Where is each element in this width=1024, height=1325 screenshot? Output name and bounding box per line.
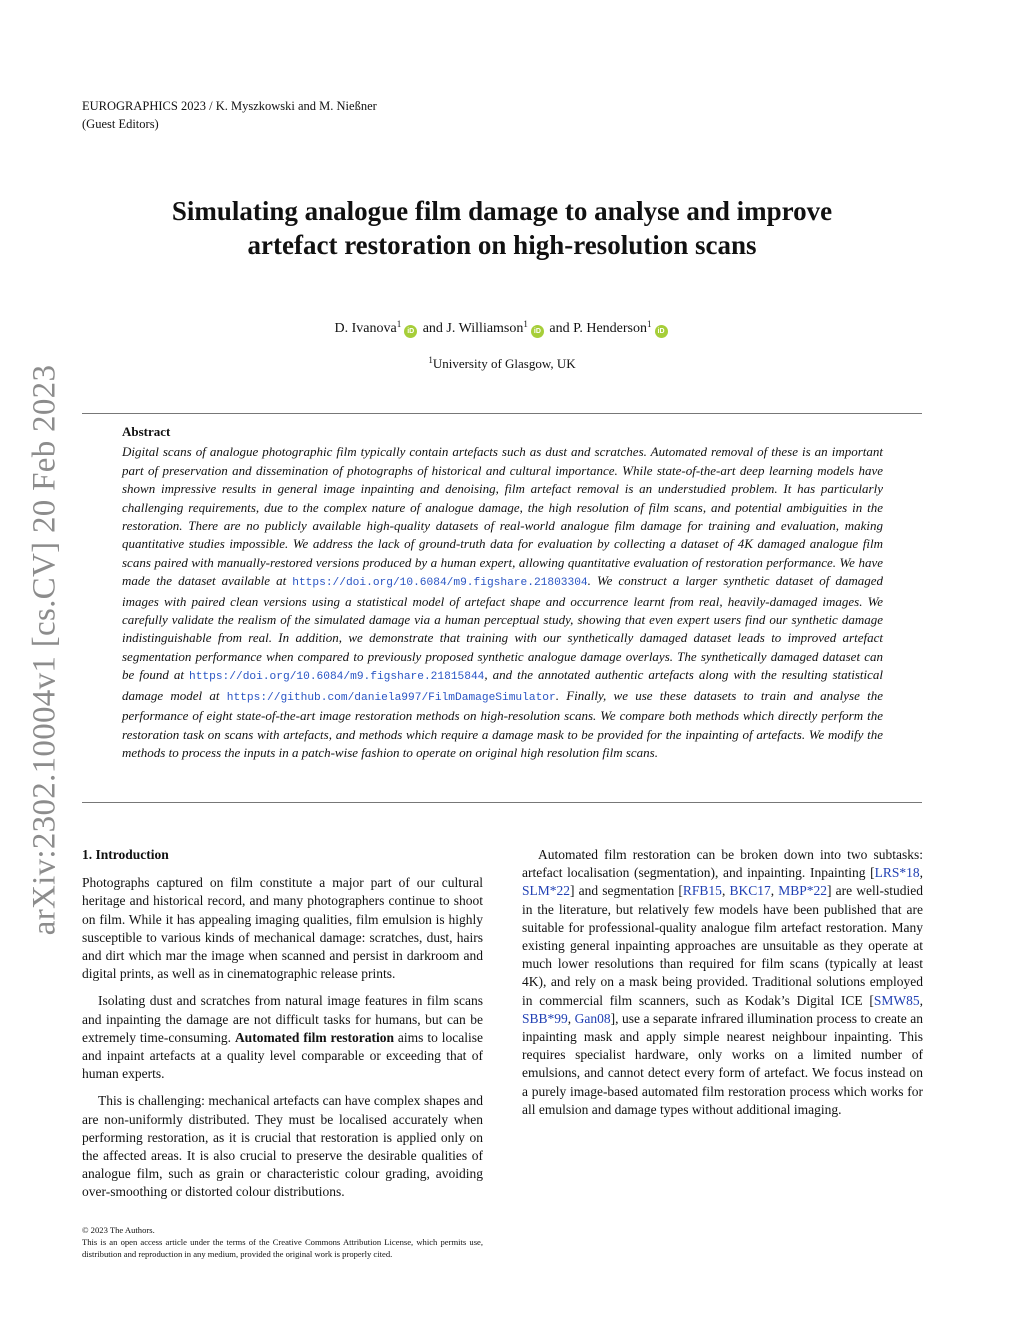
citation-link[interactable]: BKC17	[729, 883, 771, 899]
abstract-text-part: . Finally, we use these datasets to train and analyse the performance of eight state-of-the-art image restoration methods on high-resolution scans. We compare both methods which directly perform the restoration task on scans with artefacts, and methods which require a damage mask to be provided for the inpainting of artefacts. We modify the methods to process the inputs in a patch-wise fashion to operate on original high resolution film scans.	[122, 687, 883, 760]
intro-paragraph-2	[82, 992, 483, 1083]
citation-link[interactable]: Gan08	[574, 1010, 611, 1026]
left-column	[82, 846, 483, 1211]
intro-paragraph-4	[522, 846, 923, 1119]
author-name: D. Ivanova	[334, 321, 397, 336]
synthetic-dataset-link[interactable]: https://doi.org/10.6084/m9.figshare.21815844	[188, 671, 485, 684]
copyright: © 2023 The Authors.	[82, 1225, 155, 1235]
paragraph-text: ] and segmentation [	[570, 883, 683, 899]
citation-link[interactable]: RFB15	[682, 883, 722, 899]
abstract-text-part: . We construct a larger synthetic dataset of damaged images with paired clean versions using a statistical model of artefact shape and occurrence learnt from real, heavily-damaged images. We carefully validate the realism of the simulated damage via a human perceptual study, showing that even expert users find our synthetic damage indistinguishable from real. In addition, we demonstrate that training with our synthetically damaged dataset leads to improved artefact segmentation performance when compared to previously proposed synthetic analogue damage overlays. The synthetically damaged dataset can be found at	[122, 573, 883, 683]
title-line-1: Simulating analogue film damage to analyse and improve	[171, 196, 833, 226]
author-list	[100, 319, 904, 339]
license-text: This is an open access article under the terms of the Creative Commons Attribution License, which permits use, distribution and reproduction in any medium, provided the original work is properly cited.	[82, 1237, 483, 1260]
paragraph-text: ] are well-studied in the literature, but relatively few models have been published that are suitable for professional-quality analogue film artefact restoration. Many existing general inpainting approaches are unsuitable as they operate at much lower resolutions than required for film scans (typically at least 4K), and rely on a mask being provided. Traditional solutions employed in commercial film scanners, such as Kodak’s Digital ICE [	[522, 883, 924, 1008]
author-connector: and	[549, 321, 570, 336]
intro-paragraph-1: Photographs captured on film constitute a major part of our cultural heritage and historical record, and many photographers continue to shoot on film. While it has appealing imaging qualities, film emulsion is highly susceptible to various kinds of mechanical damage: scratches, dust, hairs and dirt which mar the image when scanned and persist in darkroom and digital prints, as well as in cinematographic release prints.	[82, 875, 483, 982]
affil-mark: 1	[428, 355, 433, 365]
right-column	[522, 846, 923, 1128]
intro-paragraph-3: This is challenging: mechanical artefacts can have complex shapes and are non-uniformly distributed. They must be localised accurately when performing restoration, as it is crucial that restoration is applied only on the affected areas. It is also crucial to preserve the desirable qualities of analogue film, such as grain or characteristic colour grading, avoiding over-smoothing or distorted colour distributions.	[82, 1093, 483, 1200]
header-line-2: (Guest Editors)	[82, 117, 159, 131]
divider-bottom	[82, 802, 922, 803]
abstract-heading: Abstract	[122, 424, 171, 439]
paper-title	[100, 194, 904, 262]
header-line-1: EUROGRAPHICS 2023 / K. Myszkowski and M. Nießner	[82, 99, 377, 113]
journal-header	[82, 97, 377, 133]
separator: ,	[919, 865, 923, 881]
paragraph-text: Isolating dust and scratches from natural image features in film scans and inpainting the damage are not difficult tasks for humans, but can be extremely time-consuming.	[82, 993, 483, 1045]
author-name: P. Henderson	[573, 321, 647, 336]
author-connector: and	[422, 321, 443, 336]
author-affil-mark: 1	[523, 319, 528, 329]
affil-text: University of Glasgow, UK	[432, 356, 576, 371]
separator: ,	[567, 1010, 575, 1026]
citation-link[interactable]: SLM*22	[522, 883, 571, 899]
separator: ,	[770, 883, 779, 899]
affiliation	[100, 355, 904, 373]
arxiv-stamp: arXiv:2302.10004v1 [cs.CV] 20 Feb 2023	[26, 364, 63, 936]
author-name: J. Williamson	[446, 321, 524, 336]
paragraph-text: ], use a separate infrared illumination process to create an inpainting mask and apply simple nearest neighbour inpainting. This requires specialist hardware, only works on a limited number of emulsions, and cannot detect every form of artefact. We focus instead on a purely image-based automated film restoration process which works for all emulsion and damage types without additional imaging.	[522, 1010, 923, 1117]
citation-link[interactable]: LRS*18	[874, 865, 920, 881]
github-link[interactable]: https://github.com/daniela997/FilmDamageSimulator	[226, 691, 556, 704]
orcid-icon[interactable]: iD	[655, 325, 668, 338]
section-heading: 1. Introduction	[82, 847, 169, 862]
citation-link[interactable]: MBP*22	[778, 883, 828, 899]
abstract-text-part: , and the annotated authentic artefacts along with the resulting statistical damage model at	[122, 667, 884, 703]
bold-term: Automated film restoration	[234, 1029, 394, 1045]
abstract-block	[122, 423, 883, 762]
abstract-text-part: Digital scans of analogue photographic film typically contain artefacts such as dust and scratches. Automated removal of these is an important part of preservation and dissemination of photographs of historical and cultural importance. While state-of-the-art deep learning models have shown impressive results in general image inpainting and denoising, film artefact removal is an understudied problem. It has particularly challenging requirements, due to the complex nature of analogue damage, the high resolution of film scans, and potential ambiguities in the restoration. There are no publicly available high-quality datasets of real-world analogue film damage for training and evaluation, making quantitative studies impossible. We address the lack of ground-truth data for evaluation by collecting a dataset of 4K damaged analogue film scans paired with manually-restored versions produced by a human expert, allowing quantitative evaluation of restoration performance. We have made the dataset available at	[122, 444, 883, 589]
orcid-icon[interactable]: iD	[404, 325, 417, 338]
title-line-2: artefact restoration on high-resolution scans	[247, 230, 757, 260]
paragraph-text: Automated film restoration can be broken down into two subtasks: artefact localisation (segmentation), and inpainting. Inpainting [	[522, 847, 923, 881]
citation-link[interactable]: SMW85	[873, 992, 920, 1008]
author-affil-mark: 1	[647, 319, 652, 329]
divider-top	[82, 413, 922, 414]
author-affil-mark: 1	[396, 319, 402, 329]
abstract-text	[122, 443, 883, 762]
footer-note	[82, 1224, 483, 1261]
orcid-icon[interactable]: iD	[531, 325, 544, 338]
citation-link[interactable]: SBB*99	[522, 1010, 568, 1026]
paragraph-text: aims to localise and inpaint artefacts at a quality level comparable or exceeding that of human experts.	[82, 1029, 483, 1082]
separator: ,	[721, 883, 730, 899]
dataset-link[interactable]: https://doi.org/10.6084/m9.figshare.21803304	[292, 577, 588, 590]
separator: ,	[919, 992, 923, 1008]
